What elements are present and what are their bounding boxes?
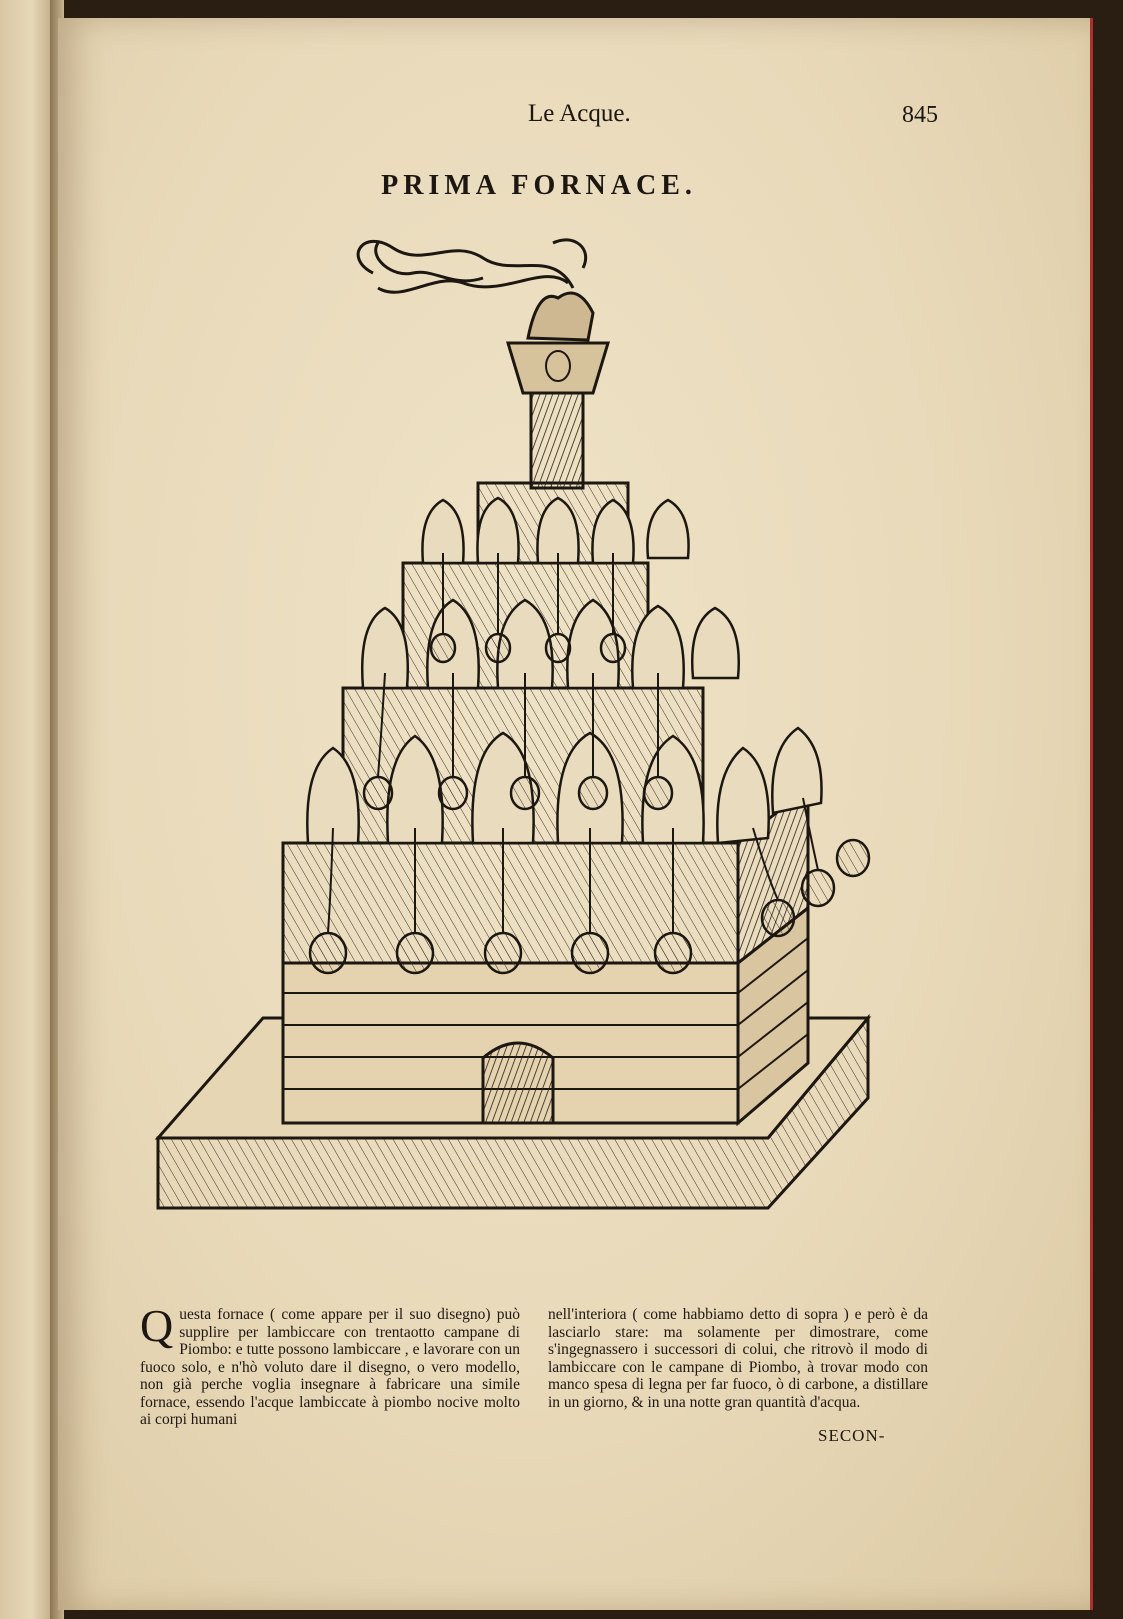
drop-capital: Q bbox=[140, 1300, 174, 1351]
plate-title bbox=[58, 170, 1090, 202]
left-text-column bbox=[140, 1300, 520, 1429]
body-text bbox=[140, 1300, 930, 1429]
book-page bbox=[58, 18, 1093, 1610]
left-column-text: uesta fornace ( come appare per il suo disegno) può supplire per lambiccare con trentaotto campane di Piombo: e tutte possono lambiccare , e lavorare con un fuoco solo, e n'hò voluto dare il disegno, o vero modello, non già perche voglia insegnare à fabricare una simile fornace, essendo l'acque lambiccate à piombo nocive molto ai corpi humani bbox=[140, 1306, 520, 1428]
page-number: 845 bbox=[902, 102, 938, 128]
smoke-plume bbox=[358, 240, 586, 292]
running-head-title: Le Acque. bbox=[528, 100, 631, 127]
plate-title-text: PRIMA FORNACE. bbox=[381, 170, 697, 201]
right-text-column bbox=[548, 1306, 928, 1429]
furnace-woodcut-illustration bbox=[153, 228, 883, 1263]
chimney bbox=[508, 293, 608, 488]
running-head bbox=[458, 100, 938, 140]
right-column-text: nell'interiora ( come habbiamo detto di sopra ) e però è da lasciarlo stare: ma solamente per dimostrare, come s'ingegnassero i successori di colui, che ritrovò il modo di lambiccare con le campane di Piombo, à trovar modo con manco spesa di legna per far fuoco, ò di carbone, a distillare in un giorno, & in una notte gran quantità d'acqua. bbox=[548, 1306, 928, 1411]
catchword: SECON- bbox=[818, 1426, 886, 1445]
